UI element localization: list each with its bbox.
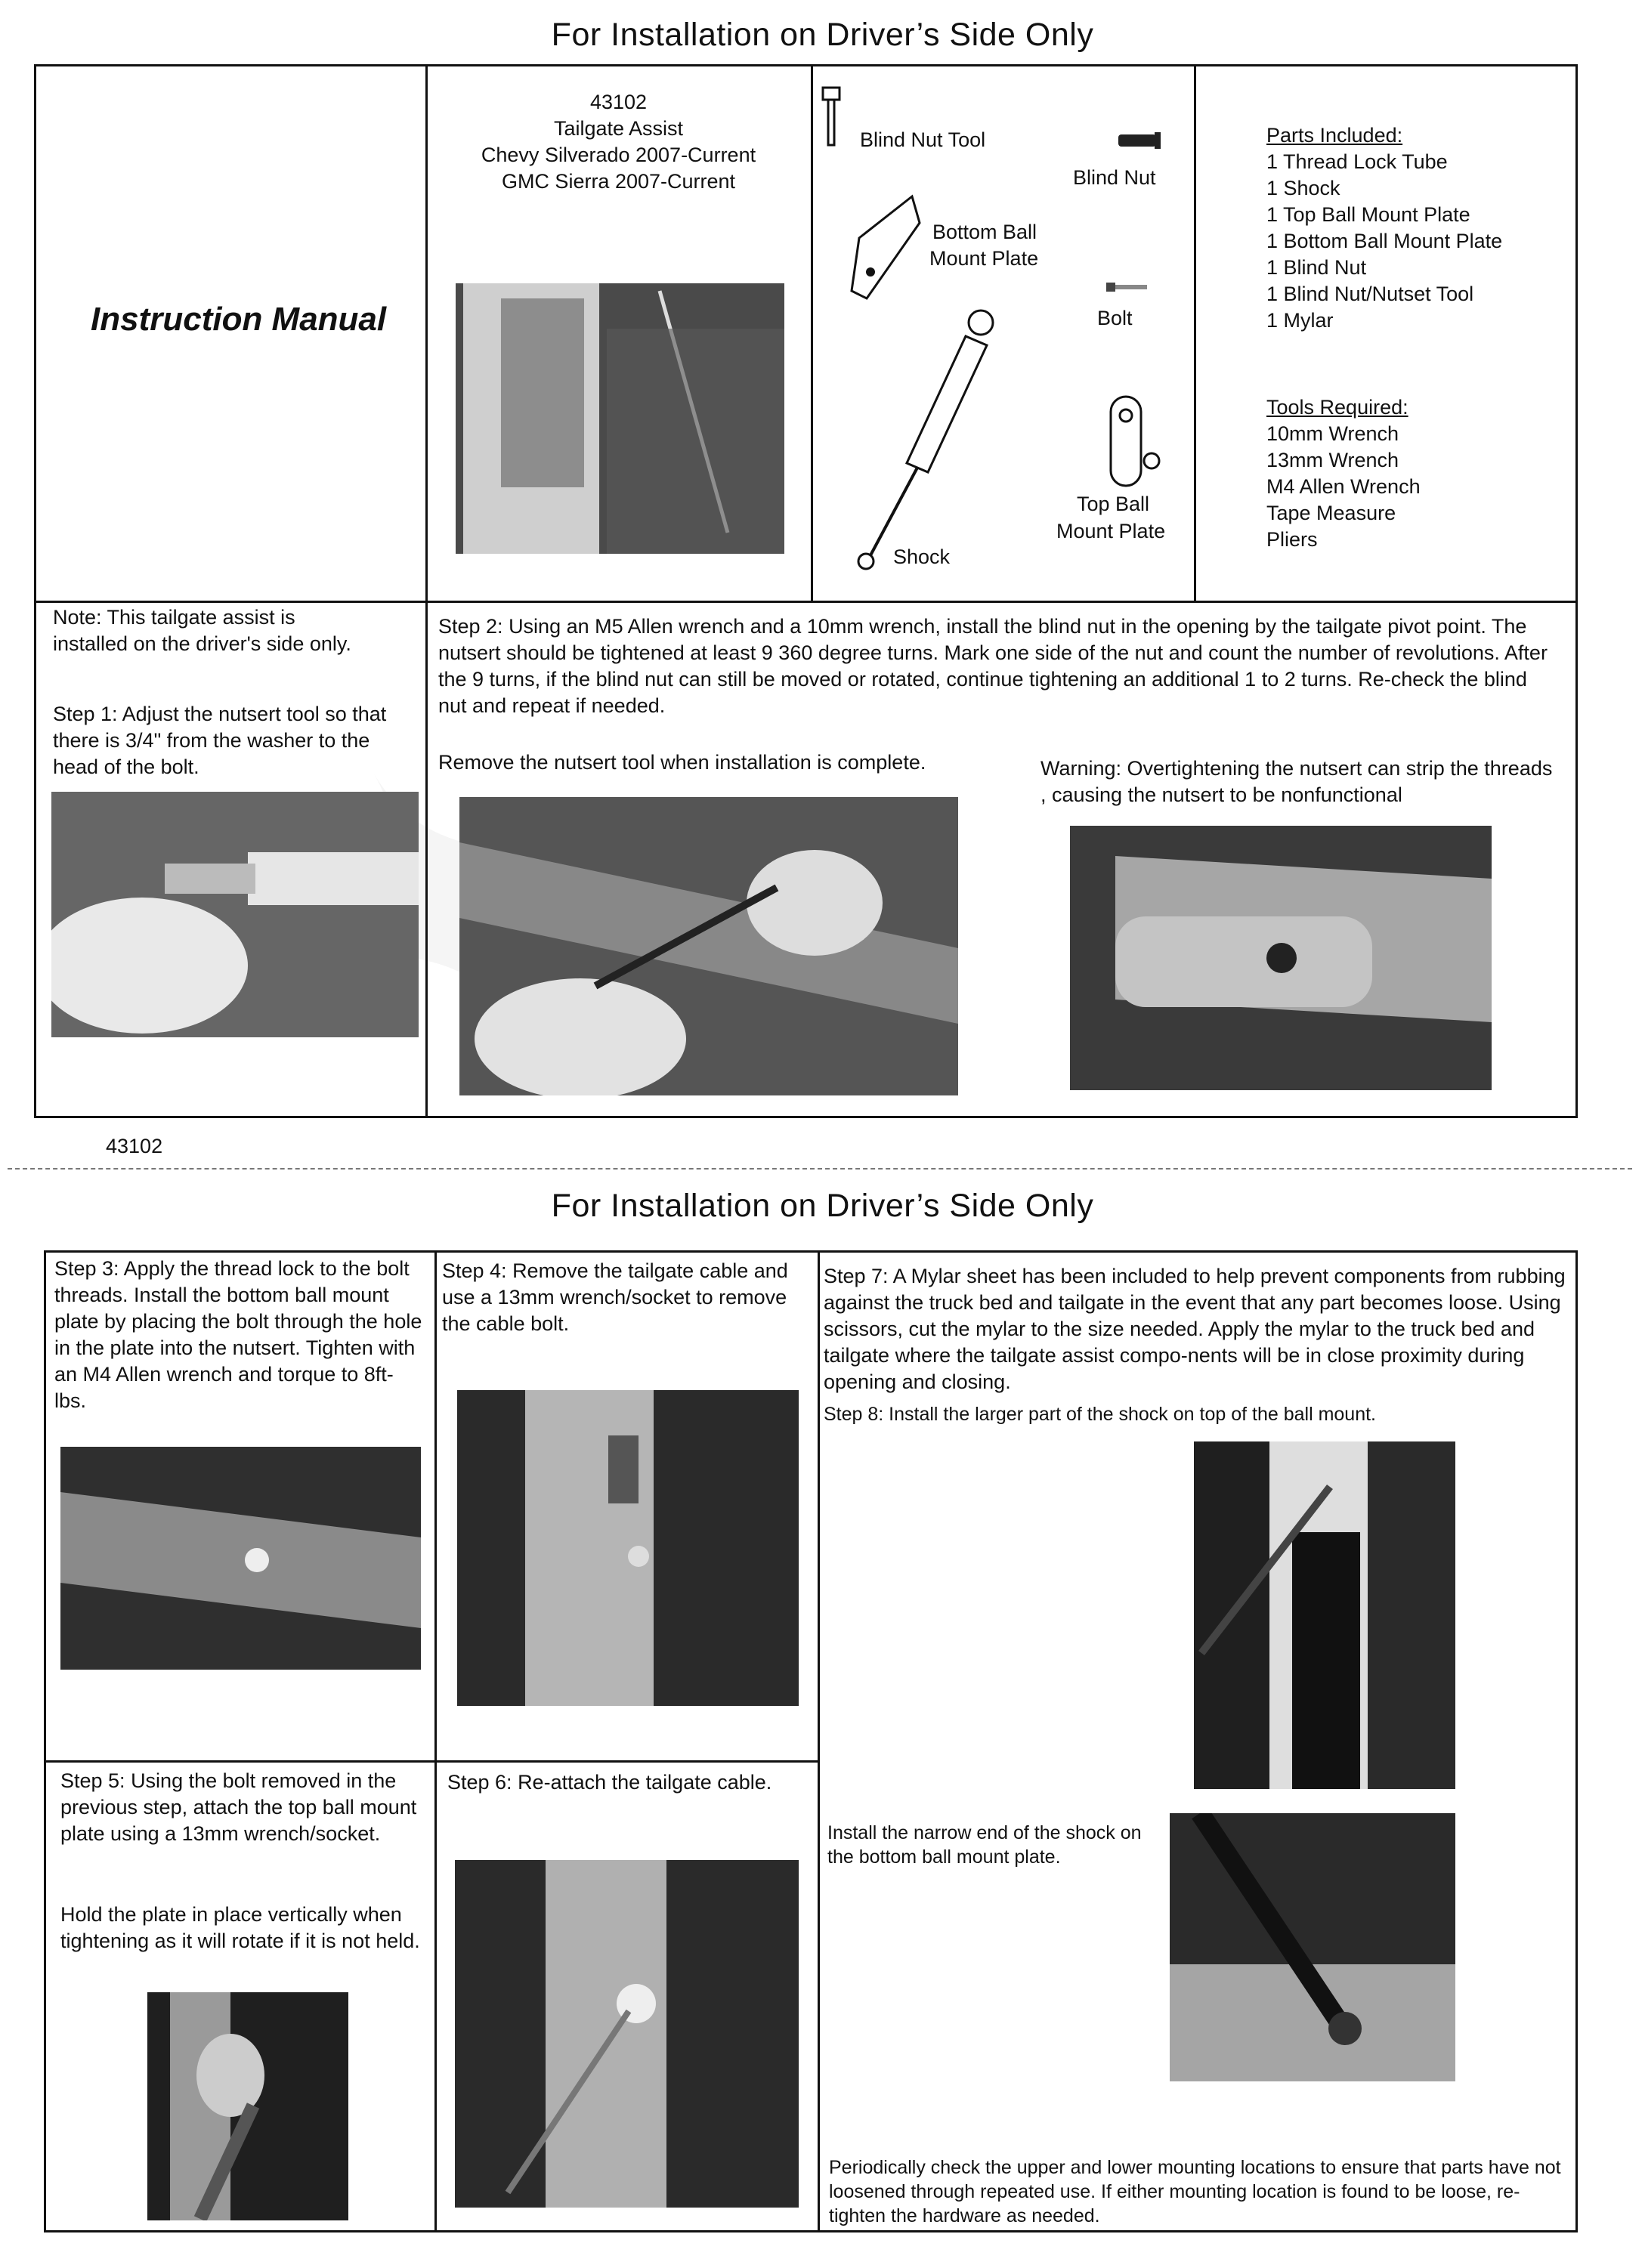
part-number: 43102 <box>589 91 648 113</box>
manual-title: Instruction Manual <box>91 301 387 338</box>
tear-line <box>8 1168 1632 1170</box>
list-item: 1 Thread Lock Tube <box>1266 150 1448 173</box>
step6-text: Step 6: Re-attach the tailgate cable. <box>447 1771 772 1794</box>
label-blind-nut-tool: Blind Nut Tool <box>860 128 986 151</box>
list-item: 13mm Wrench <box>1266 449 1399 471</box>
parts-included-section <box>1266 122 1569 334</box>
tools-required-list <box>1266 421 1569 553</box>
label-bottom-ball-1: Bottom Ball <box>932 221 1037 243</box>
step1-photo <box>51 792 419 1037</box>
step7-text: Step 7: A Mylar sheet has been included to help prevent components from rubbing against the truck bed and tailgate in the event that any part becomes loose. Using scissors, cut the mylar to the size needed. Apply the mylar to the truck bed and tailgate where the tailgate assist compo-nents will be in close proximity during opening and closing. <box>824 1265 1566 1393</box>
step8-photo <box>1194 1441 1455 1789</box>
step4-photo <box>457 1390 799 1706</box>
top-ball-plate-icon <box>1105 393 1165 495</box>
fitment-chevy: Chevy Silverado 2007-Current <box>481 144 756 166</box>
list-item: 1 Bottom Ball Mount Plate <box>1266 230 1503 252</box>
list-item: 10mm Wrench <box>1266 422 1399 445</box>
label-bottom-ball-2: Mount Plate <box>929 247 1039 270</box>
parts-included-list <box>1266 149 1569 334</box>
label-shock: Shock <box>893 545 951 568</box>
warning-photo <box>1070 826 1492 1090</box>
bolt-icon <box>1105 280 1150 298</box>
list-item: 1 Blind Nut/Nutset Tool <box>1266 283 1474 305</box>
fitment-gmc: GMC Sierra 2007-Current <box>501 170 736 193</box>
narrow-end-text: Install the narrow end of the shock on the bottom ball mount plate. <box>827 1822 1142 1868</box>
bottom-ball-plate-icon <box>848 193 923 306</box>
list-item: 1 Shock <box>1266 177 1340 199</box>
product-info <box>428 89 809 195</box>
shock-icon <box>852 306 1003 574</box>
step6-photo <box>455 1860 799 2208</box>
step8-text: Step 8: Install the larger part of the shock on top of the ball mount. <box>824 1404 1376 1425</box>
step4-text: Step 4: Remove the tailgate cable and use a 13mm wrench/socket to remove the cable bolt. <box>442 1259 788 1335</box>
step2-photo <box>459 797 958 1095</box>
blind-nut-tool-icon <box>820 83 843 155</box>
parts-included-heading: Parts Included: <box>1266 124 1403 147</box>
label-blind-nut: Blind Nut <box>1073 166 1156 189</box>
list-item: Tape Measure <box>1266 502 1396 524</box>
page2-header: For Installation on Driver’s Side Only <box>551 1188 1094 1224</box>
page1-header: For Installation on Driver’s Side Only <box>551 17 1094 53</box>
tailgate-photo <box>456 283 784 554</box>
remove-tool-text: Remove the nutsert tool when installation is complete. <box>438 751 926 774</box>
label-bolt: Bolt <box>1097 307 1133 329</box>
product-name: Tailgate Assist <box>553 117 684 140</box>
list-item: 1 Mylar <box>1266 309 1334 332</box>
narrow-end-photo <box>1170 1813 1455 2081</box>
tools-required-heading: Tools Required: <box>1266 396 1408 419</box>
step5-hold-text: Hold the plate in place vertically when tightening as it will rotate if it is not held. <box>60 1903 420 1952</box>
label-top-ball-2: Mount Plate <box>1056 520 1166 542</box>
blind-nut-icon <box>1117 130 1164 156</box>
note-text: Note: This tailgate assist is installed on the driver's side only. <box>53 606 351 655</box>
footer-part-number: 43102 <box>106 1135 163 1157</box>
step2-text: Step 2: Using an M5 Allen wrench and a 10mm wrench, install the blind nut in the opening by the tailgate pivot point. The nutsert should be tightened at least 9 360 degree turns. Mark one side of the nut and count the number of revolutions. After the 9 turns, if the blind nut can still be moved or rotated, continue tightening an additional 1 to 2 turns. Re-check the blind nut and repeat if needed. <box>438 615 1548 717</box>
list-item: 1 Blind Nut <box>1266 256 1367 279</box>
tools-required-section <box>1266 394 1569 553</box>
list-item: Pliers <box>1266 528 1318 551</box>
periodic-check-text: Periodically check the upper and lower mounting locations to ensure that parts have not loosened through repeated use. If either mounting location is found to be loose, re-tighten the hardware as needed. <box>829 2157 1561 2226</box>
step3-photo <box>60 1447 421 1670</box>
step5-text: Step 5: Using the bolt removed in the previous step, attach the top ball mount plate using a 13mm wrench/socket. <box>60 1769 417 1845</box>
label-top-ball-1: Top Ball <box>1077 493 1150 515</box>
warning-text: Warning: Overtightening the nutsert can strip the threads , causing the nutsert to be nonfunctional <box>1040 757 1553 806</box>
list-item: M4 Allen Wrench <box>1266 475 1421 498</box>
step3-text: Step 3: Apply the thread lock to the bolt threads. Install the bottom ball mount plate by placing the bolt through the hole in the plate into the nutsert. Tighten with an M4 Allen wrench and torque to 8ft-lbs. <box>54 1257 422 1412</box>
list-item: 1 Top Ball Mount Plate <box>1266 203 1470 226</box>
step5-photo <box>147 1992 348 2220</box>
step1-text: Step 1: Adjust the nutsert tool so that there is 3/4" from the washer to the head of the bolt. <box>53 703 387 778</box>
